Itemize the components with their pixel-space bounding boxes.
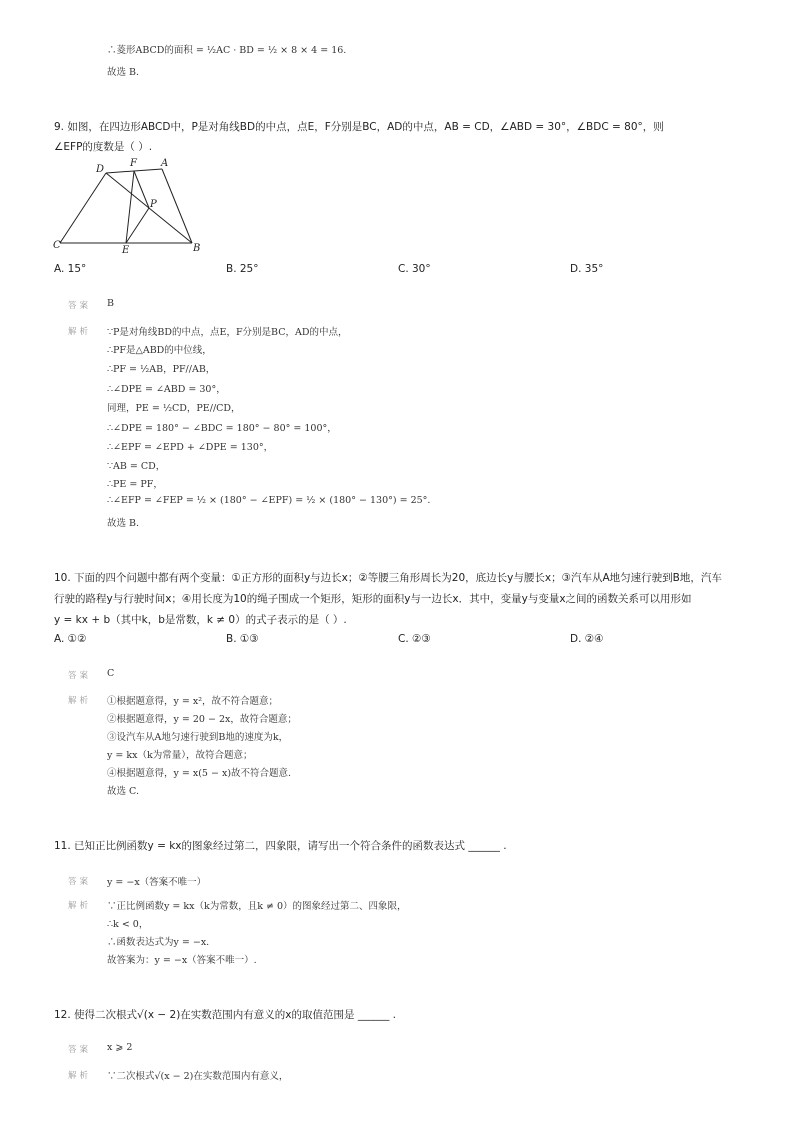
q10-analysis-line: ③设汽车从A地匀速行驶到B地的速度为k，: [107, 732, 289, 743]
q9-analysis-line: ∴PF是△ABD的中位线，: [107, 345, 212, 356]
q11-analysis-line: ∵正比例函数y = kx（k为常数，且k ≠ 0）的图象经过第二、四象限，: [107, 901, 407, 912]
q10-answer-tag: 答案: [68, 671, 92, 681]
q12-stem: 12. 使得二次根式√(x − 2)在实数范围内有意义的x的取值范围是 ______ .: [54, 1009, 397, 1021]
q10-analysis-tag: 解析: [68, 696, 92, 706]
label-E: E: [122, 245, 130, 255]
q10-analysis-line: ②根据题意得，y = 20 − 2x，故符合题意；: [107, 714, 297, 725]
q9-analysis-tag: 解析: [68, 327, 92, 337]
q10-analysis-line: ①根据题意得，y = x²，故不符合题意；: [107, 696, 279, 707]
q11-answer: y = −x（答案不唯一）: [107, 877, 207, 888]
q11-answer-tag: 答案: [68, 877, 92, 887]
q10-stem-line3: y = kx + b（其中k，b是常数，k ≠ 0）的式子表示的是（ ）.: [54, 614, 347, 626]
q10-option-b[interactable]: B. ①③: [226, 633, 259, 645]
segment-DC: [60, 173, 106, 243]
q12-answer-tag: 答案: [68, 1045, 92, 1055]
q10-analysis-line: 故选 C.: [107, 786, 139, 797]
label-D: D: [96, 164, 105, 175]
q11-stem: 11. 已知正比例函数y = kx的图象经过第二，四象限，请写出一个符合条件的函数表达式 ______ .: [54, 840, 507, 852]
q11-analysis-line: ∴k < 0，: [107, 919, 149, 930]
q9-option-d[interactable]: D. 35°: [570, 263, 604, 275]
q9-answer: B: [107, 298, 114, 309]
q9-analysis-line: ∴PF = ½AB，PF//AB，: [107, 364, 216, 375]
label-P: P: [150, 199, 157, 210]
q9-option-c[interactable]: C. 30°: [398, 263, 431, 275]
label-A: A: [161, 158, 169, 169]
q9-option-a[interactable]: A. 15°: [54, 263, 87, 275]
q10-answer: C: [107, 668, 115, 679]
q9-analysis-line: ∴∠DPE = ∠ABD = 30°，: [107, 384, 226, 395]
q10-analysis-line: ④根据题意得，y = x(5 − x)故不符合题意.: [107, 768, 292, 779]
label-B: B: [193, 243, 201, 254]
q11-analysis-tag: 解析: [68, 901, 92, 911]
q9-analysis-line: ∵AB = CD，: [107, 461, 166, 472]
label-C: C: [53, 240, 61, 251]
q12-analysis-tag: 解析: [68, 1071, 92, 1081]
q11-analysis-line: ∴函数表达式为y = −x.: [107, 937, 210, 948]
q9-stem-line2: ∠EFP的度数是（ ）.: [54, 141, 153, 153]
q9-answer-tag: 答案: [68, 301, 92, 311]
q9-analysis-line: ∴∠DPE = 180° − ∠BDC = 180° − 80° = 100°，: [107, 423, 337, 434]
q10-option-a[interactable]: A. ①②: [54, 633, 87, 645]
q8-choose-line: 故选 B.: [107, 67, 140, 78]
q9-analysis-line: ∴∠EFP = ∠FEP = ½ × (180° − ∠EPF) = ½ × (180° − 130°) = 25°.: [107, 495, 431, 506]
q9-quadrilateral-figure: [50, 155, 210, 255]
q12-answer: x ⩾ 2: [107, 1042, 133, 1053]
q9-stem-line1: 9. 如图，在四边形ABCD中，P是对角线BD的中点，点E，F分别是BC，AD的中点，AB = CD，∠ABD = 30°，∠BDC = 80°，则: [54, 121, 664, 133]
q10-option-d[interactable]: D. ②④: [570, 633, 604, 645]
q12-analysis-line: ∵二次根式√(x − 2)在实数范围内有意义，: [107, 1071, 289, 1082]
q9-option-b[interactable]: B. 25°: [226, 263, 259, 275]
q10-option-c[interactable]: C. ②③: [398, 633, 431, 645]
q9-analysis-line: ∵P是对角线BD的中点，点E，F分别是BC，AD的中点，: [107, 327, 348, 338]
q10-stem-line2: 行驶的路程y与行驶时间x；④用长度为10的绳子围成一个矩形，矩形的面积y与一边长x．其中，变量y与变量x之间的函数关系可以用形如: [54, 593, 692, 605]
q9-analysis-line: 同理，PE = ½CD，PE//CD，: [107, 403, 241, 414]
segment-AB: [162, 169, 192, 243]
q10-analysis-line: y = kx（k为常量），故符合题意；: [107, 750, 253, 761]
q9-analysis-line: ∴PE = PF，: [107, 479, 163, 490]
q9-analysis-line: ∴∠EPF = ∠EPD + ∠DPE = 130°，: [107, 442, 274, 453]
q9-analysis-line: 故选 B.: [107, 518, 140, 529]
q8-area-line: ∴菱形ABCD的面积 = ½AC · BD = ½ × 8 × 4 = 16.: [107, 45, 347, 56]
q10-stem-line1: 10. 下面的四个问题中都有两个变量：①正方形的面积y与边长x；②等腰三角形周长为20，底边长y与腰长x；③汽车从A地匀速行驶到B地，汽车: [54, 572, 722, 584]
label-F: F: [130, 158, 137, 169]
q11-analysis-line: 故答案为：y = −x（答案不唯一）.: [107, 955, 257, 966]
